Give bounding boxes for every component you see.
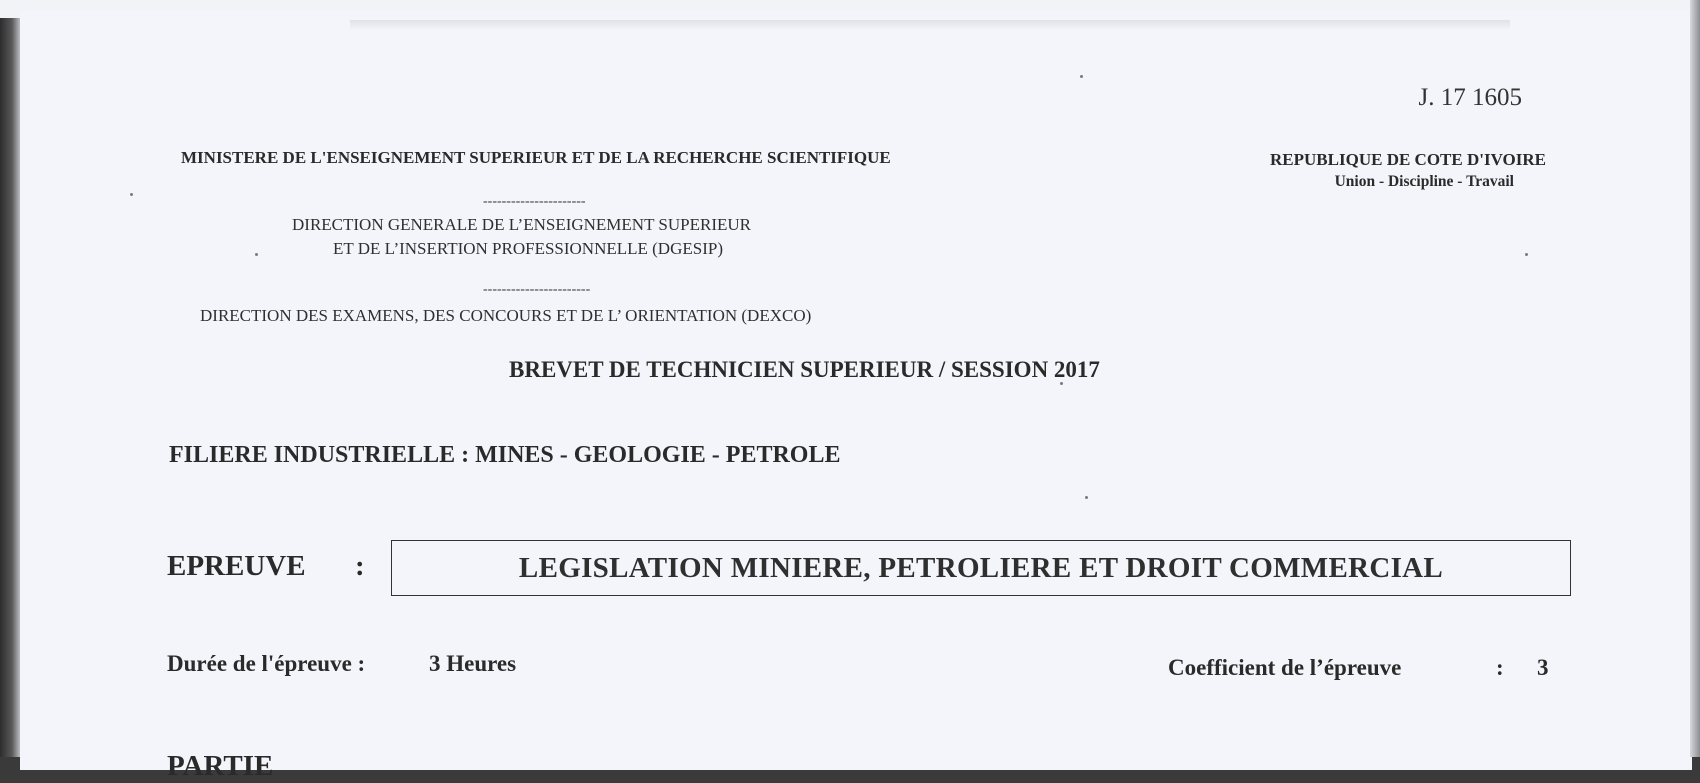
coefficient-colon: : [1496,655,1504,680]
next-section-heading: PARTIE [167,750,274,782]
scan-edge [0,0,20,757]
separator-line: ----------------------- [483,282,591,297]
scan-edge [1690,0,1700,757]
scan-speck [1525,253,1528,256]
exams-directorate: DIRECTION DES EXAMENS, DES CONCOURS ET DE L’ ORIENTATION (DEXCO) [200,306,812,325]
scan-speck [1080,75,1083,78]
scan-speck [1060,382,1063,385]
subject-title: LEGISLATION MINIERE, PETROLIERE ET DROIT COMMERCIAL [518,551,1444,584]
ministry-header: MINISTERE DE L'ENSEIGNEMENT SUPERIEUR ET DE LA RECHERCHE SCIENTIFIQUE [181,148,891,167]
duration-value: 3 Heures [429,651,517,676]
subject-box [391,540,1571,596]
national-motto: Union - Discipline - Travail [1334,173,1514,190]
exam-title: BREVET DE TECHNICIEN SUPERIEUR / SESSION 2017 [509,357,1100,382]
scan-speck [1085,496,1088,499]
coefficient-label: Coefficient de l’épreuve [1168,655,1402,680]
duration-label: Durée de l'épreuve : [167,651,366,676]
directorate-line-1: DIRECTION GENERALE DE L’ENSEIGNEMENT SUPERIEUR [292,215,751,234]
scan-speck [255,253,258,256]
separator-line: ---------------------- [483,194,586,209]
epreuve-label: EPREUVE [167,550,306,582]
field-of-study: FILIERE INDUSTRIELLE : MINES - GEOLOGIE - PETROLE [169,442,841,468]
directorate-line-2: ET DE L’INSERTION PROFESSIONNELLE (DGESIP) [333,239,723,258]
epreuve-colon: : [355,550,365,582]
scan-speck [130,193,133,196]
document-page [20,10,1692,782]
republic-header: REPUBLIQUE DE COTE D'IVOIRE [1270,150,1546,169]
coefficient-value: 3 [1537,655,1549,680]
document-reference: J. 17 1605 [1418,84,1522,111]
page-crease [350,20,1510,30]
